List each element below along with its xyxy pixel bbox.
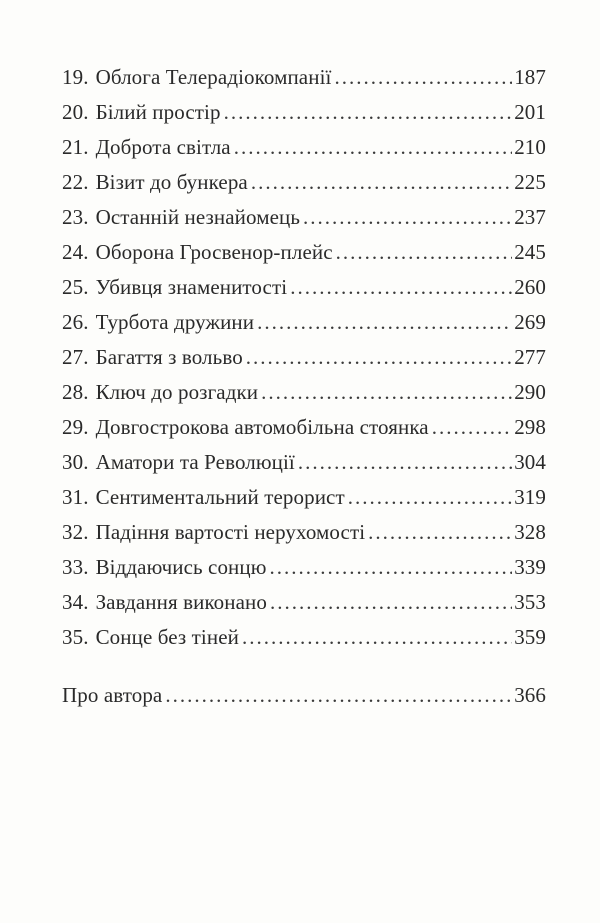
toc-entry-number: 30.	[62, 450, 89, 474]
toc-entry-title: Про автора	[62, 683, 163, 707]
toc-entry-title: Оборона Гросвенор-плейс	[95, 240, 333, 264]
toc-entry-title: Візит до бункера	[95, 170, 248, 194]
toc-entry-30	[62, 445, 546, 480]
toc-entry-number: 28.	[62, 380, 89, 404]
toc-entry-31	[62, 480, 546, 515]
toc-entry-title: Білий простір	[95, 100, 221, 124]
dot-leader	[224, 95, 513, 130]
toc-entry-title: Убивця знаменитості	[95, 275, 288, 299]
toc-entry-title: Віддаючись сонцю	[95, 555, 267, 579]
toc-entry-number: 23.	[62, 205, 89, 229]
toc-entry-19	[62, 60, 546, 95]
toc-entry-number: 35.	[62, 625, 89, 649]
toc-entry-about-author	[62, 678, 546, 713]
toc-entry-page: 366	[514, 683, 546, 707]
toc-entry-27	[62, 340, 546, 375]
toc-entry-page: 353	[514, 590, 546, 614]
dot-leader	[368, 515, 512, 550]
table-of-contents	[62, 60, 546, 655]
toc-entry-number: 31.	[62, 485, 89, 509]
toc-entry-number: 34.	[62, 590, 89, 614]
dot-leader	[432, 410, 512, 445]
dot-leader	[246, 340, 512, 375]
dot-leader	[298, 445, 512, 480]
toc-entry-page: 339	[514, 555, 546, 579]
toc-entry-page: 245	[514, 240, 546, 264]
toc-entry-title: Сонце без тіней	[95, 625, 239, 649]
toc-entry-page: 304	[514, 450, 546, 474]
dot-leader	[290, 270, 512, 305]
toc-entry-page: 277	[514, 345, 546, 369]
toc-entry-number: 27.	[62, 345, 89, 369]
dot-leader	[251, 165, 512, 200]
toc-entry-title: Доброта світла	[95, 135, 231, 159]
toc-entry-26	[62, 305, 546, 340]
dot-leader	[334, 60, 512, 95]
toc-entry-21	[62, 130, 546, 165]
toc-entry-page: 201	[514, 100, 546, 124]
toc-entry-number: 20.	[62, 100, 89, 124]
toc-entry-number: 19.	[62, 65, 89, 89]
dot-leader	[348, 480, 512, 515]
dot-leader	[303, 200, 512, 235]
toc-entry-page: 269	[514, 310, 546, 334]
toc-entry-20	[62, 95, 546, 130]
dot-leader	[257, 305, 512, 340]
toc-entry-number: 21.	[62, 135, 89, 159]
toc-entry-page: 328	[514, 520, 546, 544]
toc-entry-35	[62, 620, 546, 655]
toc-entry-number: 29.	[62, 415, 89, 439]
toc-entry-28	[62, 375, 546, 410]
toc-entry-23	[62, 200, 546, 235]
toc-entry-29	[62, 410, 546, 445]
toc-entry-title: Останній незнайомець	[95, 205, 301, 229]
toc-entry-number: 25.	[62, 275, 89, 299]
toc-entry-page: 260	[514, 275, 546, 299]
toc-entry-title: Облога Телерадіокомпанії	[95, 65, 332, 89]
toc-entry-24	[62, 235, 546, 270]
toc-entry-title: Ключ до розгадки	[95, 380, 259, 404]
toc-entry-number: 33.	[62, 555, 89, 579]
toc-entry-number: 22.	[62, 170, 89, 194]
dot-leader	[270, 585, 512, 620]
toc-entry-page: 225	[514, 170, 546, 194]
toc-entry-32	[62, 515, 546, 550]
toc-entry-number: 26.	[62, 310, 89, 334]
toc-entry-page: 290	[514, 380, 546, 404]
toc-entry-page: 210	[514, 135, 546, 159]
toc-entry-33	[62, 550, 546, 585]
toc-entry-title: Сентиментальний терорист	[95, 485, 345, 509]
toc-entry-title: Падіння вартості нерухомості	[95, 520, 366, 544]
toc-entry-title: Завдання виконано	[95, 590, 267, 614]
dot-leader	[165, 678, 512, 713]
dot-leader	[261, 375, 512, 410]
toc-entry-page: 298	[514, 415, 546, 439]
toc-entry-34	[62, 585, 546, 620]
toc-entry-page: 237	[514, 205, 546, 229]
dot-leader	[270, 550, 513, 585]
toc-entry-number: 32.	[62, 520, 89, 544]
toc-entry-title: Турбота дружини	[95, 310, 255, 334]
toc-entry-25	[62, 270, 546, 305]
toc-entry-page: 359	[514, 625, 546, 649]
toc-entry-title: Аматори та Революції	[95, 450, 295, 474]
toc-entry-title: Багаття з вольво	[95, 345, 243, 369]
toc-entry-number: 24.	[62, 240, 89, 264]
toc-entry-22	[62, 165, 546, 200]
toc-entry-title: Довгострокова автомобільна стоянка	[95, 415, 429, 439]
dot-leader	[336, 235, 513, 270]
toc-back-matter	[62, 678, 546, 713]
dot-leader	[234, 130, 512, 165]
dot-leader	[242, 620, 512, 655]
toc-entry-page: 319	[514, 485, 546, 509]
toc-entry-page: 187	[514, 65, 546, 89]
